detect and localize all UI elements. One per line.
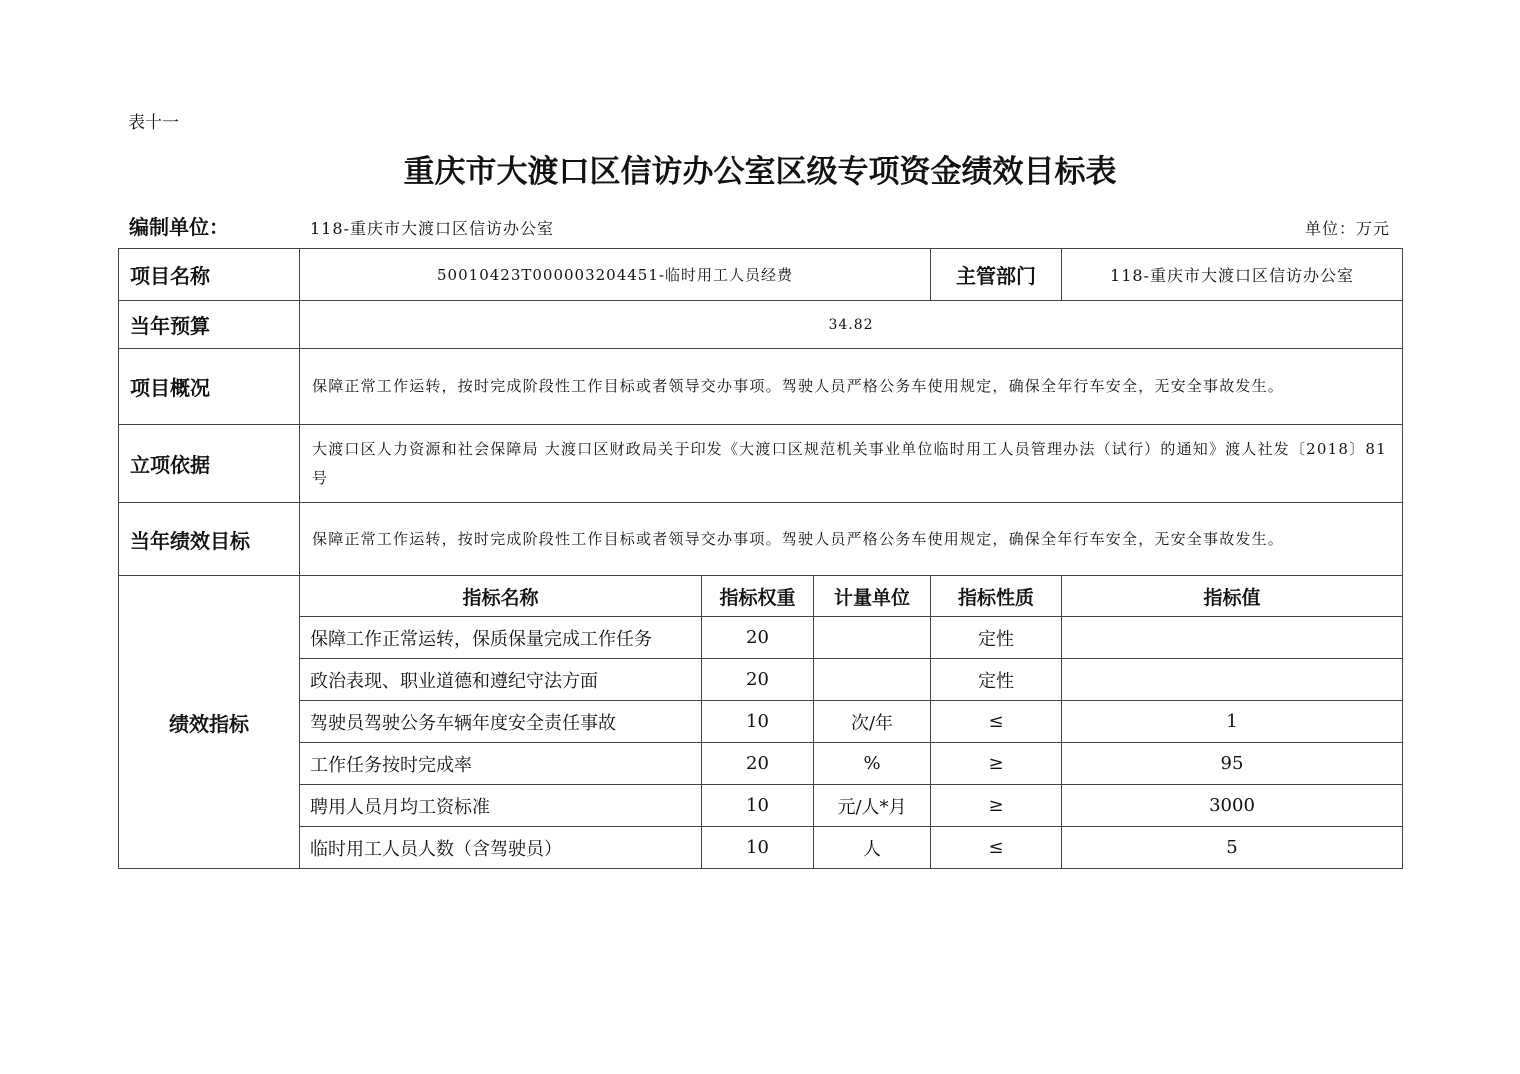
- table-row: [119, 785, 1403, 827]
- header-indicator-name: 指标名称: [300, 576, 702, 617]
- basis-label: 立项依据: [119, 425, 300, 503]
- table-row: [119, 659, 1403, 701]
- indicator-unit: 次/年: [814, 701, 931, 743]
- header-measure-unit: 计量单位: [814, 576, 931, 617]
- project-name-label: 项目名称: [119, 249, 300, 301]
- indicator-name: 工作任务按时完成率: [300, 743, 702, 785]
- table-row: [119, 617, 1403, 659]
- indicator-unit: 元/人*月: [814, 785, 931, 827]
- indicator-unit: [814, 659, 931, 701]
- project-name-row: [119, 249, 1403, 301]
- indicator-unit: 人: [814, 827, 931, 869]
- indicator-unit: %: [814, 743, 931, 785]
- page-title: 重庆市大渡口区信访办公室区级专项资金绩效目标表: [403, 154, 1117, 190]
- indicator-value: 3000: [1062, 785, 1403, 827]
- org-label: 编制单位：: [129, 215, 229, 239]
- performance-table: [118, 248, 1403, 869]
- budget-value: 34.82: [300, 301, 1403, 349]
- indicator-nature: ≥: [931, 785, 1062, 827]
- overview-value: 保障正常工作运转，按时完成阶段性工作目标或者领导交办事项。驾驶人员严格公务车使用规定，确保全年行车安全，无安全事故发生。: [300, 349, 1403, 425]
- indicator-nature: 定性: [931, 617, 1062, 659]
- goal-row: [119, 503, 1403, 576]
- budget-label: 当年预算: [119, 301, 300, 349]
- indicator-nature: ≤: [931, 701, 1062, 743]
- indicator-weight: 10: [702, 827, 814, 869]
- indicator-name: 驾驶员驾驶公务车辆年度安全责任事故: [300, 701, 702, 743]
- indicator-weight: 10: [702, 785, 814, 827]
- indicator-nature: ≥: [931, 743, 1062, 785]
- indicator-weight: 10: [702, 701, 814, 743]
- unit-text: 单位：万元: [1304, 219, 1390, 238]
- table-row: [119, 743, 1403, 785]
- indicator-weight: 20: [702, 743, 814, 785]
- indicator-name: 临时用工人员人数（含驾驶员）: [300, 827, 702, 869]
- indicator-value: 1: [1062, 701, 1403, 743]
- indicator-value: 5: [1062, 827, 1403, 869]
- indicator-unit: [814, 617, 931, 659]
- overview-row: [119, 349, 1403, 425]
- budget-row: [119, 301, 1403, 349]
- indicator-value: [1062, 617, 1403, 659]
- dept-value: 118-重庆市大渡口区信访办公室: [1062, 249, 1403, 301]
- indicator-weight: 20: [702, 617, 814, 659]
- indicator-name: 政治表现、职业道德和遵纪守法方面: [300, 659, 702, 701]
- table-row: [119, 701, 1403, 743]
- goal-value: 保障正常工作运转，按时完成阶段性工作目标或者领导交办事项。驾驶人员严格公务车使用规定，确保全年行车安全，无安全事故发生。: [300, 503, 1403, 576]
- indicator-name: 保障工作正常运转，保质保量完成工作任务: [300, 617, 702, 659]
- indicator-nature: 定性: [931, 659, 1062, 701]
- project-name-value: 50010423T000003204451-临时用工人员经费: [300, 249, 931, 301]
- header-indicator-weight: 指标权重: [702, 576, 814, 617]
- table-row: [119, 827, 1403, 869]
- basis-value: 大渡口区人力资源和社会保障局 大渡口区财政局关于印发《大渡口区规范机关事业单位临时用工人员管理办法（试行）的通知》渡人社发〔2018〕81号: [300, 425, 1403, 503]
- indicator-value: 95: [1062, 743, 1403, 785]
- goal-label: 当年绩效目标: [119, 503, 300, 576]
- indicator-weight: 20: [702, 659, 814, 701]
- indicator-value: [1062, 659, 1403, 701]
- basis-row: [119, 425, 1403, 503]
- indicator-name: 聘用人员月均工资标准: [300, 785, 702, 827]
- header-indicator-nature: 指标性质: [931, 576, 1062, 617]
- indicators-section-label: 绩效指标: [119, 576, 300, 869]
- overview-label: 项目概况: [119, 349, 300, 425]
- table-number: 表十一: [128, 113, 179, 133]
- org-value: 118-重庆市大渡口区信访办公室: [310, 219, 554, 238]
- header-indicator-value: 指标值: [1062, 576, 1403, 617]
- dept-label: 主管部门: [931, 249, 1062, 301]
- indicator-header-row: [119, 576, 1403, 617]
- indicator-nature: ≤: [931, 827, 1062, 869]
